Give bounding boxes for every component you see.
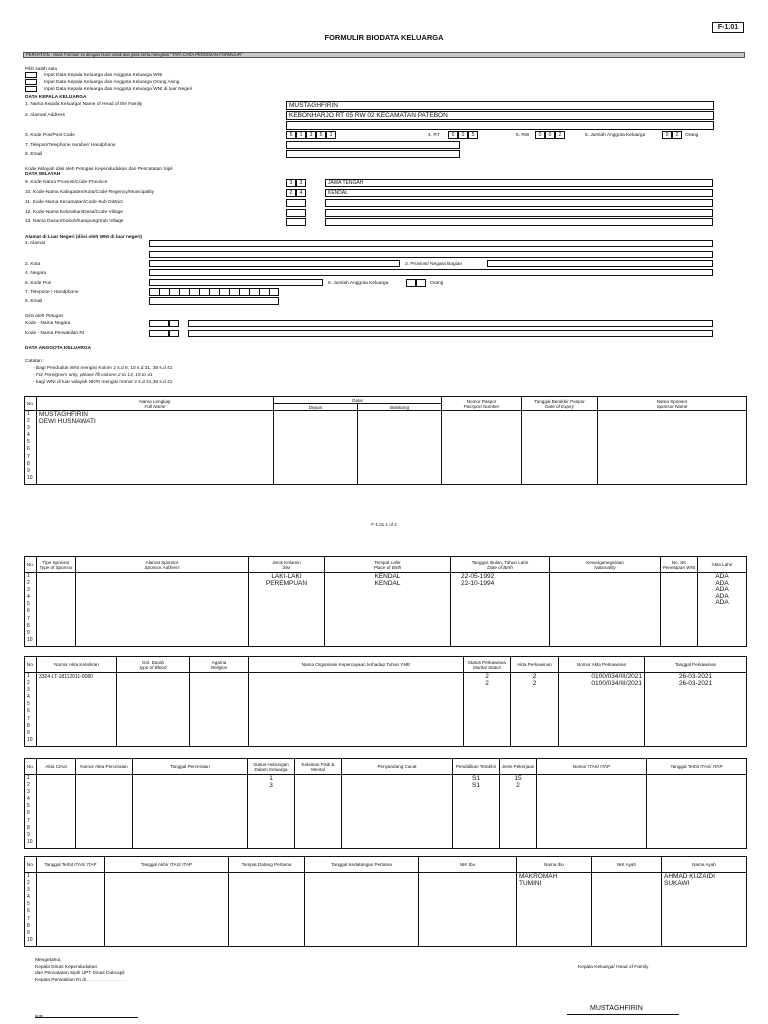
kepala-address-label: 2. Alamat/ Address <box>25 113 65 118</box>
birthplace-cells[interactable]: KENDAL KENDAL <box>325 573 451 647</box>
option-asing-label: Input Data Kepala Keluarga dan Anggota Keluarga Orang Asing <box>44 80 180 85</box>
col-blood: Gol. Darah type of Blood <box>117 657 190 673</box>
village-code-field[interactable] <box>286 209 306 217</box>
col-nik-ayah: NIK Ayah <box>592 857 662 873</box>
luar-state-label: 3. Provinsi/ Negara Bagian <box>405 262 463 267</box>
organisasi-cells[interactable] <box>249 673 464 747</box>
kepala-address-field-2[interactable] <box>286 121 714 130</box>
nik-ayah-cells[interactable] <box>592 873 662 947</box>
perwakilan-code-label: Kode - Nama Perwakilan RI <box>25 331 85 336</box>
postcode-digit[interactable]: 1 <box>326 131 336 139</box>
catatan-note-3: - bagi WNI di luar wilayah NKRI mengisi nomor 2 s.d 31,38 s.d 41 <box>33 380 173 385</box>
col-gelar: Gelar <box>274 397 442 404</box>
luar-postcode-label: 5. Kode Pos <box>25 281 52 286</box>
luar-country-label: 4. Negara <box>25 271 47 276</box>
rw-digit[interactable]: 0 <box>545 131 555 139</box>
catatan-note-2: - For Foreigners only, please fill column 2 to 13, 15 to 41 <box>33 373 153 378</box>
postcode-digit[interactable]: 1 <box>296 131 306 139</box>
choose-heading: Pilih salah satu <box>25 67 58 72</box>
regency-code-digit[interactable]: 2 <box>286 189 296 197</box>
status-hubungan-cells[interactable]: 1 3 <box>248 775 295 849</box>
district-label: 11. Kode-Nama Kecamatan/Code-Sub District <box>25 200 123 205</box>
members-table-2 <box>24 556 747 647</box>
luar-country-field[interactable] <box>149 269 713 276</box>
fullname-cells[interactable]: MUSTAGHFIRIN DEWI HUSNAWATI <box>37 411 274 485</box>
akhir-itas-cells[interactable] <box>105 873 229 947</box>
col-no: No. <box>25 657 37 673</box>
nik-ibu-cells[interactable] <box>419 873 517 947</box>
nama-ayah-cells[interactable]: AHMAD KUZAIDI SUKAWI <box>662 873 747 947</box>
luar-address-field[interactable] <box>149 240 713 247</box>
col-pekerjaan: Jenis Pekerjaan <box>500 759 537 775</box>
col-akta-perkawinan: Akta Perkawinan <box>511 657 559 673</box>
head-of-family-label: Kepala Keluarga/ Head of Family <box>578 965 649 970</box>
kepala-perwakilan-line: Kepala Perwakilan RI di . . . . . . . . . . . . . . . <box>35 978 126 983</box>
expiry-cells[interactable] <box>522 411 598 485</box>
col-akta-lahir: Akta Lahir <box>698 557 747 573</box>
kepala-address-field[interactable]: KEBONHARJO RT 05 RW 02 KECAMATAN PATEBON <box>286 111 714 120</box>
village-label: 12. Kode-Nama Kelurahan/Desa/Code-Village <box>25 210 124 215</box>
negara-code-field-2[interactable] <box>169 320 179 327</box>
email-field[interactable] <box>286 150 460 158</box>
perwakilan-code-field[interactable] <box>149 330 169 337</box>
akta-kelahiran-cells[interactable]: 3324-LT-18112011-0080 <box>37 673 117 747</box>
luar-postcode-field[interactable] <box>149 279 323 286</box>
row-numbers: 1 2 3 4 5 6 7 8 9 10 <box>25 573 37 647</box>
marital-status-cells[interactable]: 2 2 <box>464 673 511 747</box>
nip-label: NIP. <box>35 1015 44 1020</box>
col-kelainan: Kelainan Fisik & Mental <box>295 759 342 775</box>
col-terbit-itas: Tanggal Terbit ITAS/ ITAP <box>37 857 105 873</box>
col-akta-cerai: Akta Cerai <box>37 759 76 775</box>
col-organisasi: Nama Organisasi Kepercayaan terhadap Tuhan YME <box>249 657 464 673</box>
col-sponsor-type: Tipe Sponsor Type of Sponsor <box>37 557 76 573</box>
negara-name-field[interactable] <box>188 320 713 327</box>
sk-cells[interactable] <box>661 573 698 647</box>
col-tanggal-itas: Tanggal Terbit ITAS/ ITAP <box>647 759 747 775</box>
rw-digit[interactable]: 2 <box>555 131 565 139</box>
col-fullname: Nama Lengkap Full Name <box>37 397 274 411</box>
row-numbers: 1 2 3 4 5 6 7 8 9 10 <box>25 411 37 485</box>
col-nama-ibu: Nama Ibu <box>517 857 592 873</box>
wilayah-heading: DATA WILAYAH <box>25 172 61 177</box>
option-asing-checkbox[interactable] <box>25 79 37 85</box>
subvillage-code-field[interactable] <box>286 218 306 226</box>
col-akhir-itas: Tanggal Akhir ITAS/ ITAP <box>105 857 229 873</box>
col-sponsor-address: Alamat Sponsor Sponsor Address <box>76 557 249 573</box>
pekerjaan-cells[interactable]: 15 2 <box>500 775 537 849</box>
postcode-digit[interactable]: 5 <box>286 131 296 139</box>
kepala-heading: DATA KEPALA KELUARGA <box>25 95 87 100</box>
sponsor-type-cells[interactable] <box>37 573 76 647</box>
rw-label: 5. RW <box>516 133 530 138</box>
col-tempat-datang: Tempat Datang Pertama <box>229 857 305 873</box>
option-wni-label: Input Data Kepala Keluarga dan Anggota Keluarga WNI <box>44 73 163 78</box>
col-akta-kelahiran: Nomor Akta Kelahiran <box>37 657 117 673</box>
members-table-5 <box>24 856 747 947</box>
form-code: F-1.01 <box>712 22 744 33</box>
option-luar-negeri-label: Input Data Kepala Keluarga dan Anggota Keluarga WNI di luar Negeri <box>44 87 193 92</box>
district-name-field[interactable] <box>325 199 713 207</box>
perwakilan-code-field-2[interactable] <box>169 330 179 337</box>
col-tanggal-perkawinan: Tanggal Perkawinan <box>645 657 747 673</box>
col-pendidikan: Pendidikan Terakhir <box>453 759 500 775</box>
district-code-field[interactable] <box>286 199 306 207</box>
nama-ibu-cells[interactable]: MAKROMAH TUMINI <box>517 873 592 947</box>
religion-cells[interactable] <box>190 673 249 747</box>
kepala-dinas-line-1: Kepala Dinas Kependudukan <box>35 965 98 970</box>
orang-label: Orang <box>685 133 699 138</box>
rt-label: 4. RT <box>428 133 440 138</box>
members-table-3 <box>24 656 747 747</box>
col-no: No. <box>25 857 37 873</box>
village-name-field[interactable] <box>325 209 713 217</box>
email-label: 8. Email <box>25 152 43 157</box>
col-no: No. <box>25 557 37 573</box>
phone-label: 7. Telepon/Telephone number/ Handphone <box>25 143 116 148</box>
luar-members-digit[interactable] <box>416 279 426 287</box>
dob-cells[interactable]: 22-05-1992 22-10-1994 <box>451 573 550 647</box>
option-luar-negeri-checkbox[interactable] <box>25 86 37 92</box>
members-label: 6. Jumlah Anggota Keluarga <box>585 133 646 138</box>
kepala-dinas-line-2: dan Pencatatan Sipil/ UPT Dinas Dukcapil <box>35 971 125 976</box>
col-sponsor: Nama Sponsor Sponsor Name <box>598 397 747 411</box>
akta-cerai-cells[interactable] <box>37 775 76 849</box>
col-nomor-perkawinan: Nomor Akta Perkawinan <box>559 657 645 673</box>
col-itas: Nomor ITAS/ ITAP <box>537 759 647 775</box>
negara-code-label: Kode - Nama Negara <box>25 321 71 326</box>
rt-digit[interactable]: 0 <box>448 131 458 139</box>
luar-members-label: 6. Jumlah Anggota Keluarga <box>328 281 389 286</box>
sponsor-address-cells[interactable] <box>76 573 249 647</box>
province-label: 9. Kode-Nama Provinsi/Code-Province <box>25 180 108 185</box>
col-nationality: Kewarganegaraan Nationality <box>550 557 661 573</box>
luar-orang-label: Orang <box>430 281 444 286</box>
belakang-cells[interactable] <box>358 411 442 485</box>
kelainan-cells[interactable] <box>295 775 342 849</box>
postcode-digit[interactable]: 5 <box>316 131 326 139</box>
akta-lahir-cells[interactable]: ADA ADA ADA ADA ADA <box>698 573 747 647</box>
nationality-cells[interactable] <box>550 573 661 647</box>
nomor-perkawinan-cells[interactable]: 0100/034/III/2021 0100/034/III/2021 <box>559 673 645 747</box>
row-numbers: 1 2 3 4 5 6 7 8 9 10 <box>25 775 37 849</box>
subvillage-label: 13. Nama Dusun/Dukuh/Kampung/Sub Village <box>25 219 124 224</box>
mengetahui-label: Mengetahui, <box>35 958 62 963</box>
col-belakang: Belakang <box>358 404 442 411</box>
tanggal-perkawinan-cells[interactable]: 26-03-2021 26-03-2021 <box>645 673 747 747</box>
col-status-hubungan: Status Hubungan Dalam Keluarga <box>248 759 295 775</box>
province-name-field[interactable]: JAWA TENGAH <box>325 179 713 187</box>
sex-cells[interactable]: LAKI-LAKI PEREMPUAN <box>249 573 325 647</box>
terbit-itas-cells[interactable] <box>37 873 105 947</box>
head-signature-line <box>567 1014 679 1015</box>
col-religion: Agama Religion <box>190 657 249 673</box>
wilayah-intro: Kode Wilayah diisi oleh Petugas Kependudukan dan Pencatatan Sipil <box>25 167 173 172</box>
subvillage-name-field[interactable] <box>325 218 713 226</box>
sponsor-cells[interactable] <box>598 411 747 485</box>
col-depan: Depan <box>274 404 358 411</box>
members-digit[interactable]: 0 <box>662 131 672 139</box>
col-marital-status: Status Perkawinan Marital Status <box>464 657 511 673</box>
members-digit[interactable]: 2 <box>672 131 682 139</box>
rt-digit[interactable]: 5 <box>468 131 478 139</box>
col-sex: Jenis Kelamin Sex <box>249 557 325 573</box>
luar-email-label: 8. Email <box>25 299 43 304</box>
members-table-4 <box>24 758 747 849</box>
tempat-datang-cells[interactable] <box>229 873 305 947</box>
rw-digit[interactable]: 0 <box>535 131 545 139</box>
itas-cells[interactable] <box>537 775 647 849</box>
row-numbers: 1 2 3 4 5 6 7 8 9 10 <box>25 873 37 947</box>
members-table-1 <box>24 396 747 485</box>
depan-cells[interactable] <box>274 411 358 485</box>
nomor-cerai-cells[interactable] <box>76 775 133 849</box>
col-nama-ayah: Nama Ayah <box>662 857 747 873</box>
passport-cells[interactable] <box>442 411 522 485</box>
col-expiry: Tanggal Berakhir Paspor Date of Expiry <box>522 397 598 411</box>
col-sk: No. SK Penetapan WNI <box>661 557 698 573</box>
akta-perkawinan-cells[interactable]: 2 2 <box>511 673 559 747</box>
luar-email-field[interactable] <box>149 297 279 305</box>
province-code-digit[interactable]: 3 <box>286 179 296 187</box>
tanggal-itas-cells[interactable] <box>647 775 747 849</box>
luar-city-field[interactable] <box>149 260 400 267</box>
col-nomor-cerai: Nomor Akta Perceraian <box>76 759 133 775</box>
postcode-digit[interactable]: 3 <box>306 131 316 139</box>
luar-phone-label: 7. Telepone / Handphone <box>25 290 79 295</box>
tanggal-kedatangan-cells[interactable] <box>305 873 419 947</box>
pendidikan-cells[interactable]: S1 S1 <box>453 775 500 849</box>
col-passport: Nomor Paspor Passport Number <box>442 397 522 411</box>
head-of-family-name: MUSTAGHFIRIN <box>590 1005 643 1012</box>
luar-city-label: 2. Kota <box>25 262 41 267</box>
luar-phone-field[interactable] <box>149 288 279 296</box>
catatan-note-1: - Bagi Penduduk WNI mengisi Kolom 2 s.d 8, 10 s.d 31, 38 s.d 41 <box>33 366 173 371</box>
rt-digit[interactable]: 0 <box>458 131 468 139</box>
col-cacat: Penyandang Cacat <box>342 759 453 775</box>
luar-address-field-2[interactable] <box>149 251 713 258</box>
col-nik-ibu: NIK Ibu <box>419 857 517 873</box>
col-dob: Tanggal, Bulan, Tahun Lahir Date of Birth <box>451 557 550 573</box>
blood-cells[interactable] <box>117 673 190 747</box>
catatan-label: Catatan : <box>25 359 45 364</box>
luar-members-digit[interactable] <box>406 279 416 287</box>
kepala-name-label: 1. Nama Kepala Keluarga/ Name of Head of the Family <box>25 102 143 107</box>
col-birthplace: Tempat Lahir Place of Birth <box>325 557 451 573</box>
phone-field[interactable] <box>286 141 460 149</box>
form-title: FORMULIR BIODATA KELUARGA <box>324 33 444 42</box>
regency-label: 10. Kode-Nama Kabupaten/Kota/Code-Regency/Municipality <box>25 190 155 195</box>
col-tanggal-cerai: Tanggal Perceraian <box>133 759 248 775</box>
page-footer: F-1.01 1 of 2 <box>371 522 397 527</box>
col-no: No. <box>25 759 37 775</box>
row-numbers: 1 2 3 4 5 6 7 8 9 10 <box>25 673 37 747</box>
notice-bar: PERHATIAN : Isilah Formulir ini dengan huruf cetak dan jelas serta mengikuti "TATA CARA PENGISIAN FORMULIR" <box>23 52 745 58</box>
cacat-cells[interactable] <box>342 775 453 849</box>
regency-name-field[interactable]: KENDAL <box>325 189 713 197</box>
tanggal-cerai-cells[interactable] <box>133 775 248 849</box>
col-tanggal-kedatangan: Tanggal Kedatangan Pertama <box>305 857 419 873</box>
luar-state-field[interactable] <box>487 260 713 267</box>
anggota-heading: DATA ANGGOTA KELUARGA <box>25 346 92 351</box>
postcode-label: 3. Kode Pos/Post Code <box>25 133 75 138</box>
regency-code-digit[interactable]: 4 <box>296 189 306 197</box>
perwakilan-name-field[interactable] <box>188 330 713 337</box>
province-code-digit[interactable]: 3 <box>296 179 306 187</box>
kepala-name-field[interactable]: MUSTAGHFIRIN <box>286 101 714 110</box>
option-wni-checkbox[interactable] <box>25 72 37 78</box>
official-signature-line <box>35 1017 138 1018</box>
negara-code-field[interactable] <box>149 320 169 327</box>
luar-address-label: 1. Alamat <box>25 241 45 246</box>
petugas-note: Diisi oleh Petugas <box>25 314 64 319</box>
luar-heading: Alamat di Luar Negeri (diisi oleh WNI di luar negeri) <box>25 235 143 240</box>
col-no: No. <box>25 397 37 411</box>
